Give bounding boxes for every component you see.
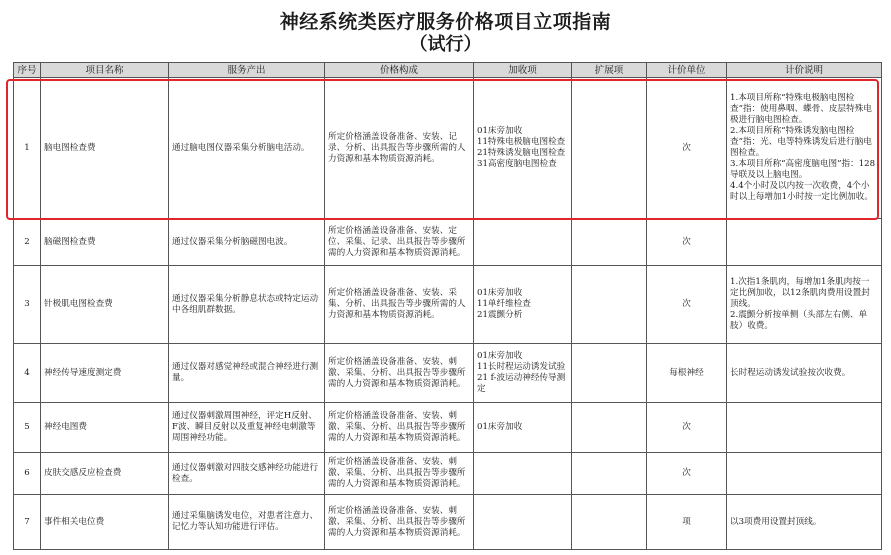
price-guide-table xyxy=(13,62,882,550)
row-price: 所定价格涵盖设备准备、安装、记录、分析、出具报告等步骤所需的人力资源和基本物质资源消耗。 xyxy=(325,78,474,219)
row-price: 所定价格涵盖设备准备、安装、刺激、采集、分析、出具报告等步骤所需的人力资源和基本物质资源消耗。 xyxy=(325,344,474,403)
row-extra xyxy=(474,219,572,266)
row-price: 所定价格涵盖设备准备、安装、刺激、采集、分析、出具报告等步骤所需的人力资源和基本物质资源消耗。 xyxy=(325,403,474,453)
header-note: 计价说明 xyxy=(727,63,882,78)
row-note xyxy=(727,453,882,495)
row-extra: 01床旁加收 xyxy=(474,403,572,453)
row-unit: 次 xyxy=(647,219,727,266)
row-price: 所定价格涵盖设备准备、安装、定位、采集、记录、出具报告等步骤所需的人力资源和基本物质资源消耗。 xyxy=(325,219,474,266)
row-unit: 次 xyxy=(647,403,727,453)
row-ext xyxy=(572,266,647,344)
row-name: 神经传导速度测定费 xyxy=(41,344,169,403)
row-no: 2 xyxy=(14,219,41,266)
header-name: 项目名称 xyxy=(41,63,169,78)
header-price: 价格构成 xyxy=(325,63,474,78)
row-no: 3 xyxy=(14,266,41,344)
row-price: 所定价格涵盖设备准备、安装、刺激、采集、分析、出具报告等步骤所需的人力资源和基本物质资源消耗。 xyxy=(325,453,474,495)
row-extra: 01床旁加收 11特殊电极脑电图检查 21特殊诱发脑电图检查 31高密度脑电图检查 xyxy=(474,78,572,219)
header-unit: 计价单位 xyxy=(647,63,727,78)
row-note: 1.次指1条肌肉，每增加1条肌肉按一定比例加收，以12条肌肉费用设置封顶线。 2.震颤分析按单侧（头部左右侧、单肢）收费。 xyxy=(727,266,882,344)
row-no: 7 xyxy=(14,495,41,550)
table-row xyxy=(14,495,882,550)
row-ext xyxy=(572,453,647,495)
table-row xyxy=(14,219,882,266)
row-note xyxy=(727,403,882,453)
table-header-row xyxy=(14,63,882,78)
row-name: 神经电图费 xyxy=(41,403,169,453)
table-row xyxy=(14,78,882,219)
row-name: 脑电图检查费 xyxy=(41,78,169,219)
row-ext xyxy=(572,495,647,550)
row-price: 所定价格涵盖设备准备、安装、采集、分析、出具报告等步骤所需的人力资源和基本物质资源消耗。 xyxy=(325,266,474,344)
row-price: 所定价格涵盖设备准备、安装、刺激、采集、分析、出具报告等步骤所需的人力资源和基本物质资源消耗。 xyxy=(325,495,474,550)
row-extra xyxy=(474,495,572,550)
header-output: 服务产出 xyxy=(169,63,325,78)
row-unit: 次 xyxy=(647,453,727,495)
row-extra xyxy=(474,453,572,495)
row-note xyxy=(727,219,882,266)
row-no: 1 xyxy=(14,78,41,219)
row-output: 通过仪器刺激周围神经，评定H反射、F波、瞬目反射以及重复神经电刺激等周围神经功能。 xyxy=(169,403,325,453)
table-row xyxy=(14,403,882,453)
table-row xyxy=(14,266,882,344)
row-output: 通过采集脑诱发电位，对患者注意力、记忆力等认知功能进行评估。 xyxy=(169,495,325,550)
row-no: 4 xyxy=(14,344,41,403)
table-row xyxy=(14,453,882,495)
row-output: 通过仪器采集分析脑磁图电波。 xyxy=(169,219,325,266)
table-row xyxy=(14,344,882,403)
row-no: 6 xyxy=(14,453,41,495)
header-extra: 加收项 xyxy=(474,63,572,78)
row-unit: 次 xyxy=(647,266,727,344)
row-ext xyxy=(572,403,647,453)
row-ext xyxy=(572,78,647,219)
document-title: 神经系统类医疗服务价格项目立项指南 xyxy=(279,11,612,33)
row-unit: 项 xyxy=(647,495,727,550)
row-ext xyxy=(572,219,647,266)
header-ext: 扩展项 xyxy=(572,63,647,78)
row-output: 通过仪器采集分析静息状态或特定运动中各组肌群数据。 xyxy=(169,266,325,344)
row-output: 通过仪器刺激对四肢交感神经功能进行检查。 xyxy=(169,453,325,495)
row-extra: 01床旁加收 11单纤维检查 21震颤分析 xyxy=(474,266,572,344)
row-no: 5 xyxy=(14,403,41,453)
row-extra: 01床旁加收 11长时程运动诱发试验 21 f-波运动神经传导测定 xyxy=(474,344,572,403)
row-unit: 次 xyxy=(647,78,727,219)
row-output: 通过脑电图仪器采集分析脑电活动。 xyxy=(169,78,325,219)
row-name: 脑磁图检查费 xyxy=(41,219,169,266)
row-output: 通过仪器对感觉神经或混合神经进行测量。 xyxy=(169,344,325,403)
row-note: 长时程运动诱发试验按次收费。 xyxy=(727,344,882,403)
row-note: 1.本项目所称“特殊电极脑电图检查”指：使用鼻咽、蝶骨、皮层特殊电极进行脑电图检查。 2.本项目所称“特殊诱发脑电图检查”指：光、电等特殊诱发后进行脑电图检查。 3.本项目所称“高密度脑电图”指：128导联及以上脑电图。 4.4个小时及以内按一次收费，4个小时以上每增加1小时按一定比例加收。 xyxy=(727,78,882,219)
row-unit: 每根神经 xyxy=(647,344,727,403)
document-subtitle: （试行） xyxy=(409,34,482,55)
row-name: 皮肤交感反应检查费 xyxy=(41,453,169,495)
row-note: 以3项费用设置封顶线。 xyxy=(727,495,882,550)
header-no: 序号 xyxy=(14,63,41,78)
row-name: 针极肌电图检查费 xyxy=(41,266,169,344)
row-ext xyxy=(572,344,647,403)
row-name: 事件相关电位费 xyxy=(41,495,169,550)
